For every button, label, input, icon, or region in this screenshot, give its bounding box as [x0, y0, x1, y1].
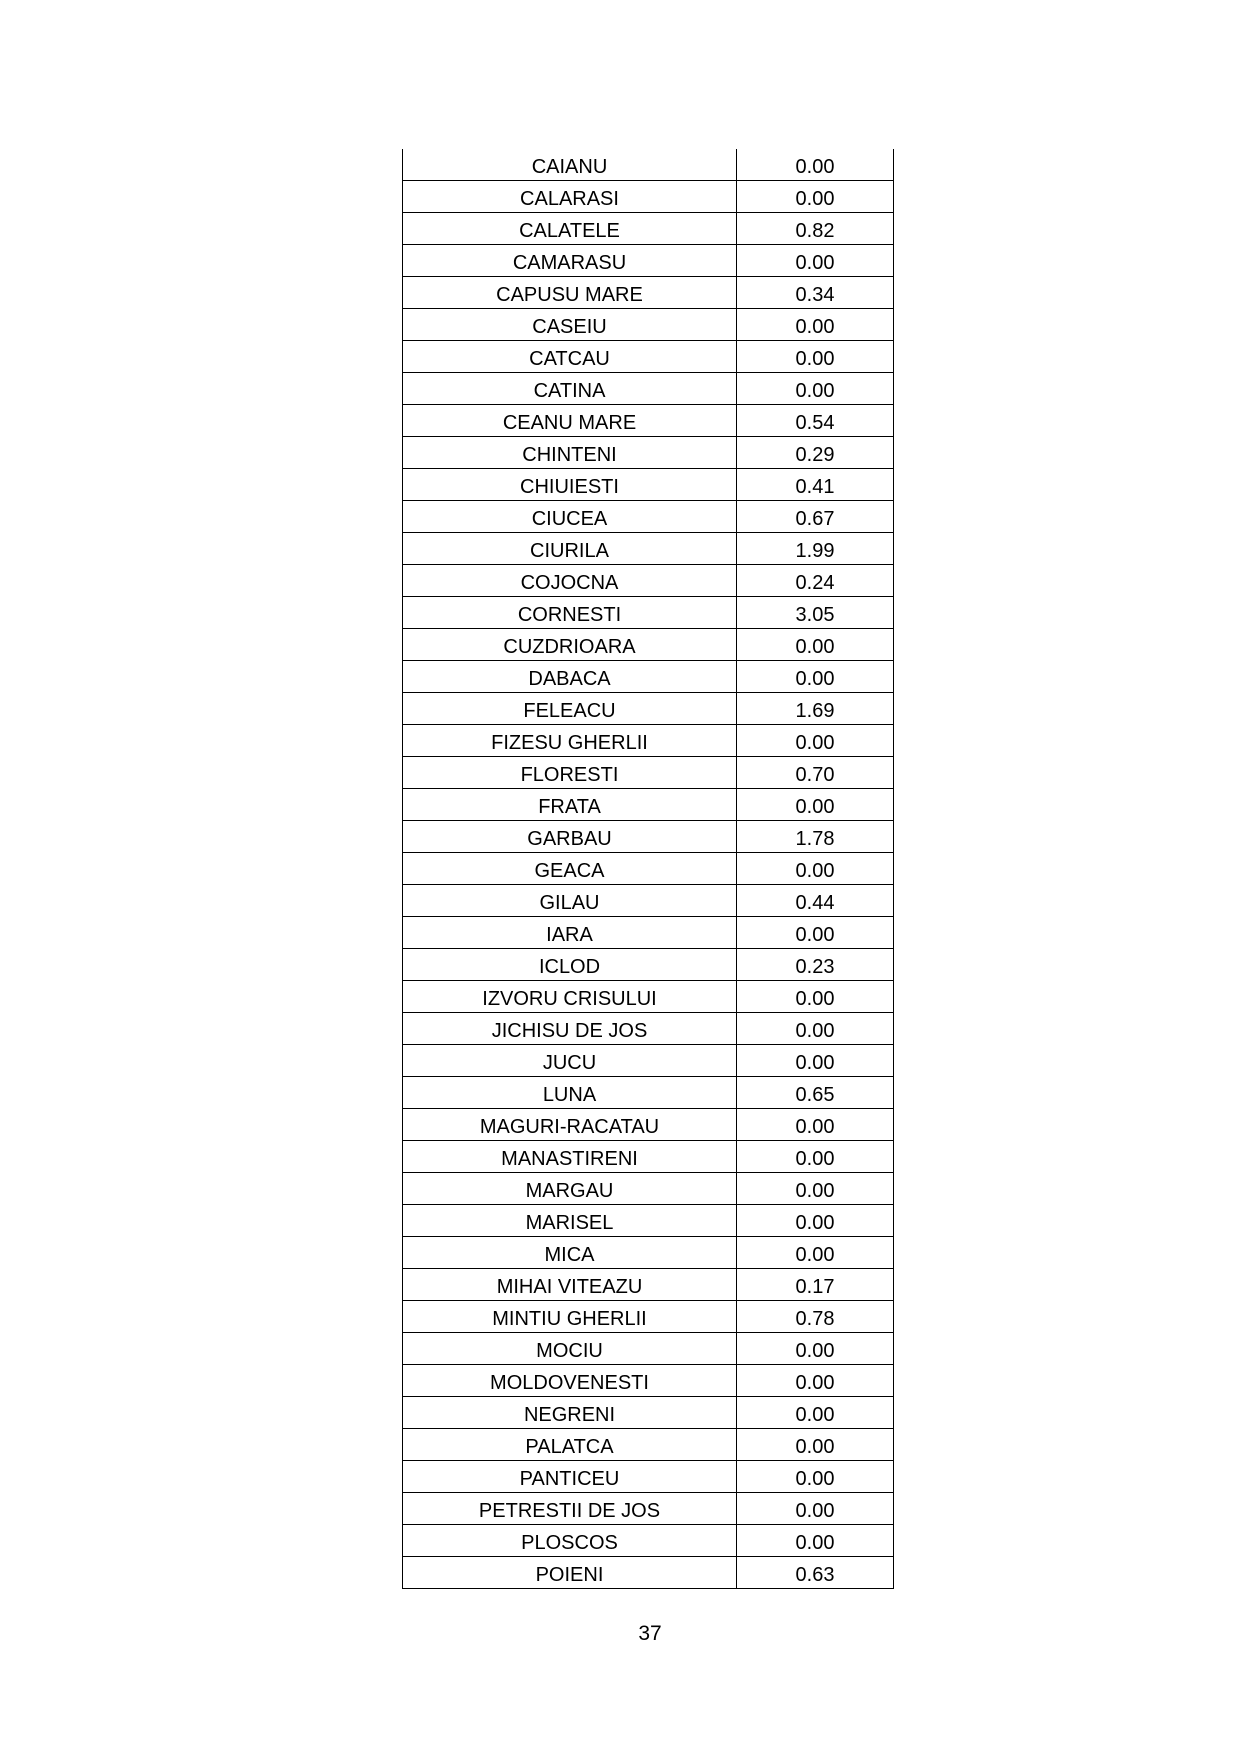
value-cell: 0.00 [737, 1397, 894, 1429]
table-row [403, 1269, 894, 1301]
value-cell: 0.54 [737, 405, 894, 437]
table-row [403, 1045, 894, 1077]
locality-name-cell: CIUCEA [403, 501, 737, 533]
locality-name-cell: CHINTENI [403, 437, 737, 469]
table-row [403, 1205, 894, 1237]
table-row [403, 885, 894, 917]
locality-name-cell: IARA [403, 917, 737, 949]
locality-name-cell: PALATCA [403, 1429, 737, 1461]
table-row [403, 149, 894, 181]
locality-name-cell: CATINA [403, 373, 737, 405]
value-cell: 0.00 [737, 629, 894, 661]
table-row [403, 693, 894, 725]
locality-name-cell: CIURILA [403, 533, 737, 565]
locality-name-cell: MOCIU [403, 1333, 737, 1365]
value-cell: 0.00 [737, 1141, 894, 1173]
table-row [403, 725, 894, 757]
table-row [403, 853, 894, 885]
value-cell: 0.00 [737, 309, 894, 341]
value-cell: 1.69 [737, 693, 894, 725]
value-cell: 0.00 [737, 181, 894, 213]
locality-name-cell: CUZDRIOARA [403, 629, 737, 661]
table-row [403, 469, 894, 501]
locality-name-cell: CASEIU [403, 309, 737, 341]
table-body [403, 149, 894, 1589]
table-row [403, 405, 894, 437]
value-cell: 0.00 [737, 1461, 894, 1493]
table-row [403, 1141, 894, 1173]
locality-name-cell: LUNA [403, 1077, 737, 1109]
table-row [403, 1173, 894, 1205]
locality-name-cell: FLORESTI [403, 757, 737, 789]
locality-name-cell: MOLDOVENESTI [403, 1365, 737, 1397]
value-cell: 0.00 [737, 661, 894, 693]
table-row [403, 1077, 894, 1109]
table-row [403, 1397, 894, 1429]
table-row [403, 1109, 894, 1141]
table-row [403, 341, 894, 373]
table-row [403, 1301, 894, 1333]
value-cell: 0.00 [737, 1365, 894, 1397]
locality-name-cell: MANASTIRENI [403, 1141, 737, 1173]
locality-name-cell: CAPUSU MARE [403, 277, 737, 309]
table-row [403, 277, 894, 309]
table-row [403, 1429, 894, 1461]
value-cell: 0.00 [737, 1109, 894, 1141]
locality-name-cell: DABACA [403, 661, 737, 693]
table-row [403, 1333, 894, 1365]
locality-name-cell: GEACA [403, 853, 737, 885]
locality-name-cell: JICHISU DE JOS [403, 1013, 737, 1045]
locality-name-cell: NEGRENI [403, 1397, 737, 1429]
locality-name-cell: CALATELE [403, 213, 737, 245]
table-row [403, 373, 894, 405]
value-cell: 0.00 [737, 1173, 894, 1205]
locality-name-cell: CEANU MARE [403, 405, 737, 437]
locality-name-cell: CAMARASU [403, 245, 737, 277]
value-cell: 0.00 [737, 981, 894, 1013]
table-row [403, 1461, 894, 1493]
locality-name-cell: FRATA [403, 789, 737, 821]
table-row [403, 245, 894, 277]
table-row [403, 629, 894, 661]
table-row [403, 1557, 894, 1589]
data-table [402, 149, 894, 1589]
value-cell: 0.17 [737, 1269, 894, 1301]
value-cell: 0.29 [737, 437, 894, 469]
locality-name-cell: MIHAI VITEAZU [403, 1269, 737, 1301]
value-cell: 0.65 [737, 1077, 894, 1109]
value-cell: 0.67 [737, 501, 894, 533]
table-row [403, 1493, 894, 1525]
locality-name-cell: CALARASI [403, 181, 737, 213]
table-row [403, 757, 894, 789]
table-row [403, 1237, 894, 1269]
table-row [403, 789, 894, 821]
table-row [403, 597, 894, 629]
locality-name-cell: MICA [403, 1237, 737, 1269]
locality-name-cell: ICLOD [403, 949, 737, 981]
table-row [403, 1013, 894, 1045]
value-cell: 1.78 [737, 821, 894, 853]
table-row [403, 1365, 894, 1397]
locality-name-cell: MAGURI-RACATAU [403, 1109, 737, 1141]
locality-name-cell: IZVORU CRISULUI [403, 981, 737, 1013]
locality-name-cell: MINTIU GHERLII [403, 1301, 737, 1333]
locality-name-cell: JUCU [403, 1045, 737, 1077]
table-row [403, 981, 894, 1013]
value-cell: 0.00 [737, 917, 894, 949]
value-cell: 0.00 [737, 1429, 894, 1461]
value-cell: 0.00 [737, 1205, 894, 1237]
value-cell: 3.05 [737, 597, 894, 629]
value-cell: 0.63 [737, 1557, 894, 1589]
value-cell: 0.00 [737, 373, 894, 405]
value-cell: 0.00 [737, 245, 894, 277]
table-row [403, 917, 894, 949]
value-cell: 0.00 [737, 341, 894, 373]
locality-name-cell: PETRESTII DE JOS [403, 1493, 737, 1525]
locality-name-cell: MARGAU [403, 1173, 737, 1205]
value-cell: 0.24 [737, 565, 894, 597]
table-row [403, 501, 894, 533]
locality-name-cell: GILAU [403, 885, 737, 917]
locality-name-cell: CHIUIESTI [403, 469, 737, 501]
value-cell: 0.00 [737, 853, 894, 885]
value-cell: 0.00 [737, 1525, 894, 1557]
table-row [403, 1525, 894, 1557]
table-row [403, 181, 894, 213]
locality-name-cell: PLOSCOS [403, 1525, 737, 1557]
value-cell: 0.00 [737, 1493, 894, 1525]
value-cell: 0.00 [737, 1013, 894, 1045]
value-cell: 0.00 [737, 1237, 894, 1269]
table-row [403, 533, 894, 565]
value-cell: 0.00 [737, 1045, 894, 1077]
page-number: 37 [638, 1622, 662, 1645]
locality-name-cell: CAIANU [403, 149, 737, 181]
locality-name-cell: CATCAU [403, 341, 737, 373]
table-row [403, 309, 894, 341]
value-cell: 0.70 [737, 757, 894, 789]
value-cell: 0.41 [737, 469, 894, 501]
locality-name-cell: PANTICEU [403, 1461, 737, 1493]
table-row [403, 661, 894, 693]
locality-name-cell: GARBAU [403, 821, 737, 853]
value-cell: 0.82 [737, 213, 894, 245]
table-row [403, 213, 894, 245]
table-row [403, 949, 894, 981]
table-row [403, 821, 894, 853]
value-cell: 0.00 [737, 149, 894, 181]
value-cell: 0.00 [737, 725, 894, 757]
value-cell: 0.00 [737, 1333, 894, 1365]
value-cell: 1.99 [737, 533, 894, 565]
locality-name-cell: COJOCNA [403, 565, 737, 597]
locality-name-cell: FIZESU GHERLII [403, 725, 737, 757]
value-cell: 0.44 [737, 885, 894, 917]
value-cell: 0.34 [737, 277, 894, 309]
table-row [403, 437, 894, 469]
value-cell: 0.00 [737, 789, 894, 821]
locality-name-cell: CORNESTI [403, 597, 737, 629]
locality-name-cell: FELEACU [403, 693, 737, 725]
value-cell: 0.78 [737, 1301, 894, 1333]
locality-name-cell: MARISEL [403, 1205, 737, 1237]
table-row [403, 565, 894, 597]
value-cell: 0.23 [737, 949, 894, 981]
locality-name-cell: POIENI [403, 1557, 737, 1589]
